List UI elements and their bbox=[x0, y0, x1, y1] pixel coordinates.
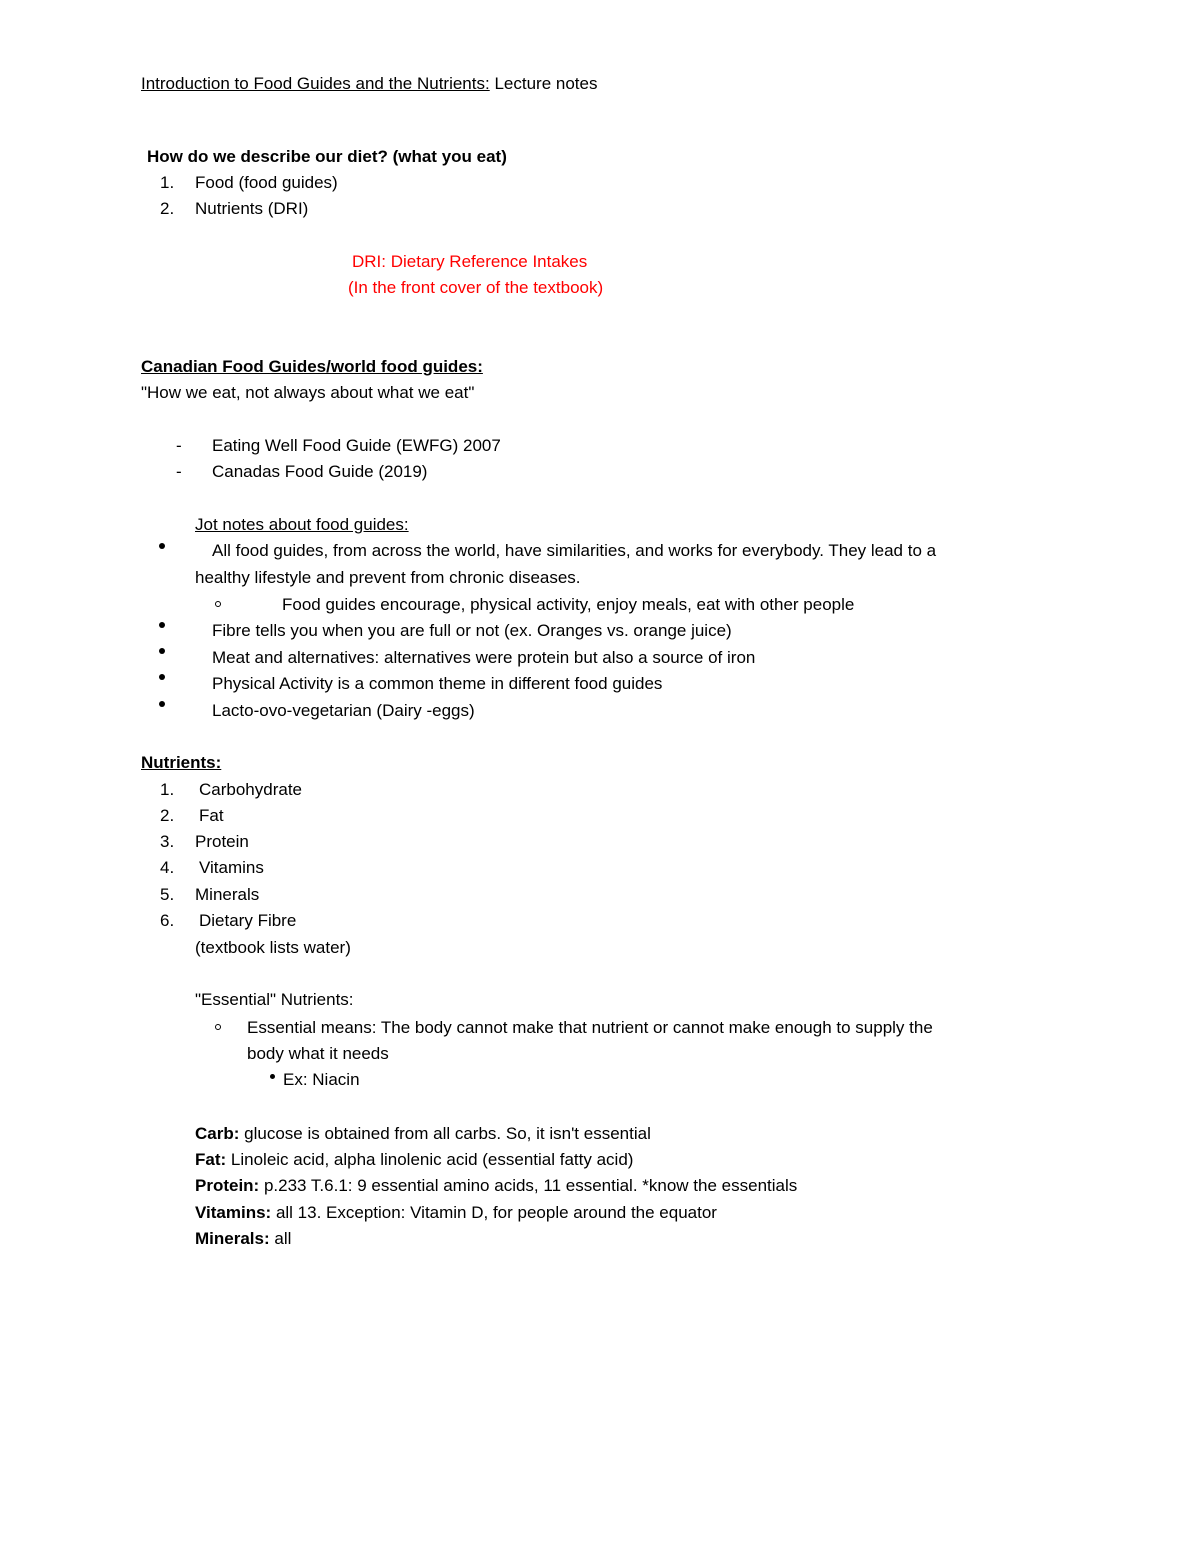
sub-bullet-text: Food guides encourage, physical activity, enjoy meals, eat with other people bbox=[282, 595, 855, 614]
list-item-text: Minerals bbox=[195, 885, 260, 904]
guides-quote: "How we eat, not always about what we eat" bbox=[141, 383, 475, 402]
guides-heading: Canadian Food Guides/world food guides: bbox=[141, 357, 483, 376]
list-item-text: Dietary Fibre bbox=[199, 911, 297, 930]
detail-text: all 13. Exception: Vitamin D, for people around the equator bbox=[271, 1203, 717, 1222]
essential-definition bbox=[247, 1018, 933, 1038]
bullet-icon bbox=[159, 674, 165, 680]
sub-bullet-icon bbox=[215, 1024, 221, 1030]
describe-heading: How do we describe our diet? (what you eat) bbox=[147, 147, 507, 166]
detail-label: Fat: bbox=[195, 1150, 227, 1169]
list-number: 4. bbox=[160, 858, 175, 877]
list-number: 1. bbox=[160, 780, 175, 799]
bullet-icon bbox=[159, 622, 165, 628]
bullet-text: All food guides, from across the world, have similarities, and works for everybody. They lead to a bbox=[212, 541, 937, 560]
essential-def-text: The body cannot make that nutrient or cannot make enough to supply the bbox=[376, 1018, 933, 1037]
nutrients-heading: Nutrients: bbox=[141, 753, 222, 772]
dash-marker: - bbox=[176, 436, 182, 455]
bullet-text: Fibre tells you when you are full or not (ex. Oranges vs. orange juice) bbox=[212, 621, 732, 640]
list-number: 5. bbox=[160, 885, 175, 904]
list-number: 3. bbox=[160, 832, 175, 851]
list-item-text: Nutrients (DRI) bbox=[195, 199, 309, 218]
detail-text: all bbox=[269, 1229, 292, 1248]
page-title bbox=[141, 74, 597, 94]
detail-label: Vitamins: bbox=[195, 1203, 272, 1222]
list-number: 6. bbox=[160, 911, 175, 930]
list-item-text: Vitamins bbox=[199, 858, 264, 877]
detail-fat bbox=[195, 1150, 633, 1170]
detail-minerals bbox=[195, 1229, 291, 1249]
bullet-text: Physical Activity is a common theme in different food guides bbox=[212, 674, 663, 693]
list-item-text: Protein bbox=[195, 832, 249, 851]
bullet-icon bbox=[270, 1074, 275, 1079]
dash-marker: - bbox=[176, 462, 182, 481]
list-number: 2. bbox=[160, 199, 175, 218]
dash-item-text: Canadas Food Guide (2019) bbox=[212, 462, 428, 481]
list-item-text: Food (food guides) bbox=[195, 173, 338, 192]
essential-definition-continued: body what it needs bbox=[247, 1044, 389, 1063]
dri-note-line2: (In the front cover of the textbook) bbox=[348, 278, 604, 297]
essential-def-label: Essential means: bbox=[247, 1018, 377, 1037]
detail-vitamins bbox=[195, 1203, 717, 1223]
detail-text: p.233 T.6.1: 9 essential amino acids, 11 essential. *know the essentials bbox=[259, 1176, 798, 1195]
list-item-text: Carbohydrate bbox=[199, 780, 303, 799]
list-item-text: Fat bbox=[199, 806, 224, 825]
title-main: Introduction to Food Guides and the Nutrients: bbox=[141, 74, 490, 93]
sub-bullet-icon bbox=[215, 601, 221, 607]
list-number: 1. bbox=[160, 173, 175, 192]
water-note: (textbook lists water) bbox=[195, 938, 351, 957]
detail-carb bbox=[195, 1124, 651, 1144]
bullet-text: Lacto-ovo-vegetarian (Dairy -eggs) bbox=[212, 701, 475, 720]
detail-label: Carb: bbox=[195, 1124, 240, 1143]
detail-label: Minerals: bbox=[195, 1229, 270, 1248]
bullet-text: Meat and alternatives: alternatives were protein but also a source of iron bbox=[212, 648, 756, 667]
list-number: 2. bbox=[160, 806, 175, 825]
bullet-text-continued: healthy lifestyle and prevent from chronic diseases. bbox=[195, 568, 581, 587]
detail-text: glucose is obtained from all carbs. So, it isn't essential bbox=[239, 1124, 651, 1143]
detail-protein bbox=[195, 1176, 797, 1196]
title-suffix: Lecture notes bbox=[489, 74, 598, 93]
essential-heading: "Essential" Nutrients: bbox=[195, 990, 354, 1009]
bullet-icon bbox=[159, 648, 165, 654]
detail-text: Linoleic acid, alpha linolenic acid (essential fatty acid) bbox=[226, 1150, 634, 1169]
bullet-icon bbox=[159, 543, 165, 549]
dri-note-line1: DRI: Dietary Reference Intakes bbox=[352, 252, 588, 271]
bullet-icon bbox=[159, 701, 165, 707]
dash-item-text: Eating Well Food Guide (EWFG) 2007 bbox=[212, 436, 501, 455]
example-text: Ex: Niacin bbox=[283, 1070, 360, 1089]
jot-heading: Jot notes about food guides: bbox=[195, 515, 409, 534]
detail-label: Protein: bbox=[195, 1176, 260, 1195]
